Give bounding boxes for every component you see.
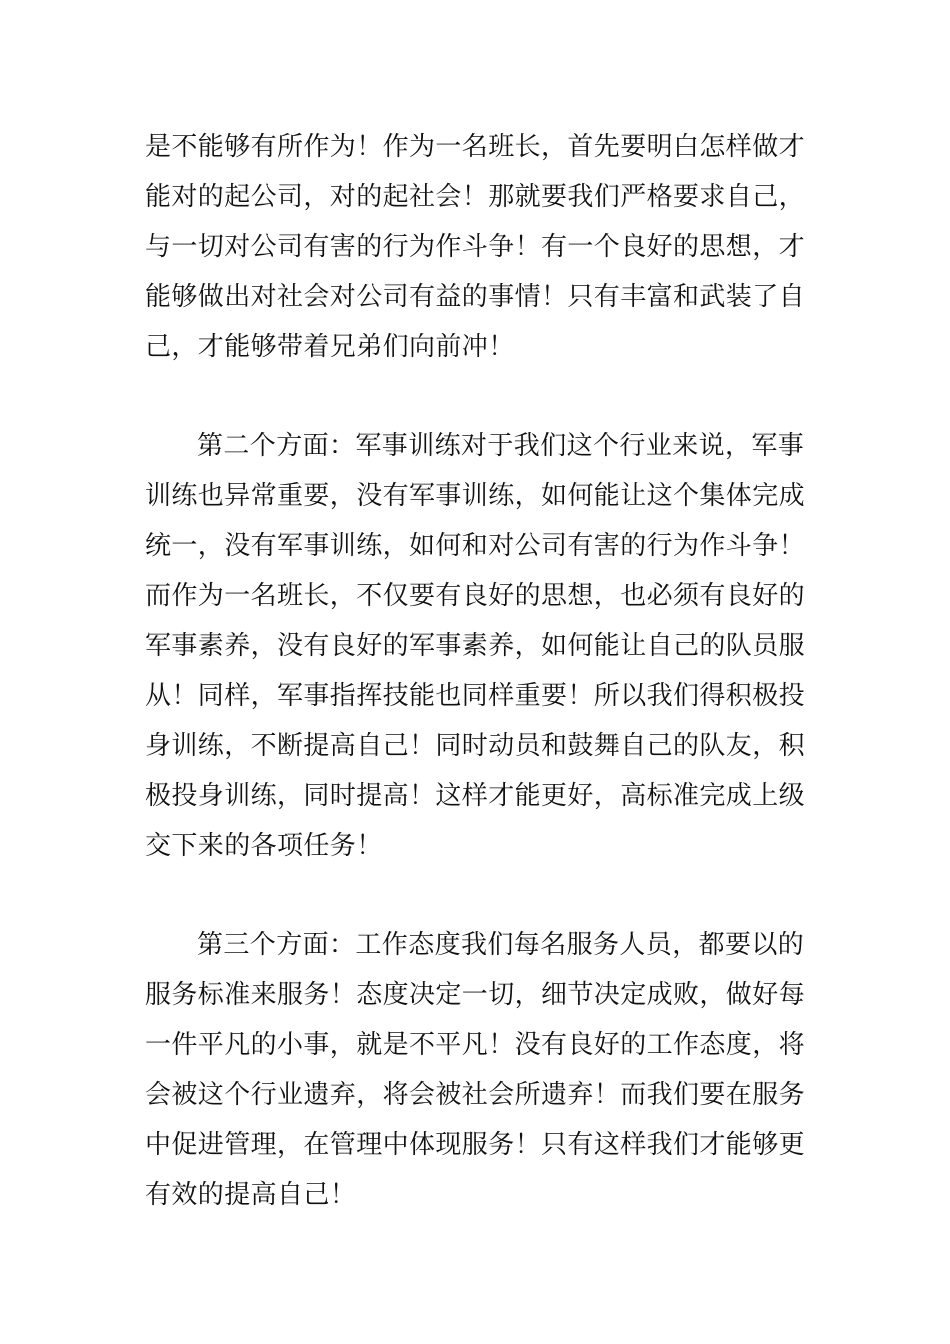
text-line: 训练也异常重要，没有军事训练，如何能让这个集体完成 [145, 481, 806, 511]
paragraph-3 [145, 920, 810, 1220]
text-line: 统一，没有军事训练，如何和对公司有害的行为作斗争！ [145, 531, 806, 561]
text-line: 会被这个行业遗弃，将会被社会所遗弃！而我们要在服务 [145, 1080, 806, 1110]
text-line: 是不能够有所作为！作为一名班长，首先要明白怎样做才 [145, 132, 806, 162]
text-line: 中促进管理，在管理中体现服务！只有这样我们才能够更 [145, 1130, 806, 1160]
text-line: 服务标准来服务！态度决定一切，细节决定成败，做好每 [145, 980, 806, 1010]
text-line: 己，才能够带着兄弟们向前冲！ [145, 332, 515, 362]
text-line: 军事素养，没有良好的军事素养，如何能让自己的队员服 [145, 631, 806, 661]
text-line: 能对的起公司，对的起社会！那就要我们严格要求自己， [145, 182, 806, 212]
text-line-indented: 第二个方面：军事训练对于我们这个行业来说，军事 [197, 431, 805, 461]
text-line: 交下来的各项任务！ [145, 831, 383, 861]
text-line: 与一切对公司有害的行为作斗争！有一个良好的思想，才 [145, 232, 806, 262]
text-line: 极投身训练，同时提高！这样才能更好，高标准完成上级 [145, 781, 806, 811]
text-line: 从！同样，军事指挥技能也同样重要！所以我们得积极投 [145, 681, 806, 711]
text-line: 能够做出对社会对公司有益的事情！只有丰富和武装了自 [145, 282, 806, 312]
text-line-indented: 第三个方面：工作态度我们每名服务人员，都要以的 [197, 930, 805, 960]
text-line: 身训练，不断提高自己！同时动员和鼓舞自己的队友，积 [145, 731, 806, 761]
text-line: 一件平凡的小事，就是不平凡！没有良好的工作态度，将 [145, 1030, 806, 1060]
paragraph-1 [145, 122, 810, 372]
text-line: 而作为一名班长，不仅要有良好的思想，也必须有良好的 [145, 581, 806, 611]
text-line: 有效的提高自己！ [145, 1180, 357, 1210]
paragraph-2 [145, 421, 810, 871]
